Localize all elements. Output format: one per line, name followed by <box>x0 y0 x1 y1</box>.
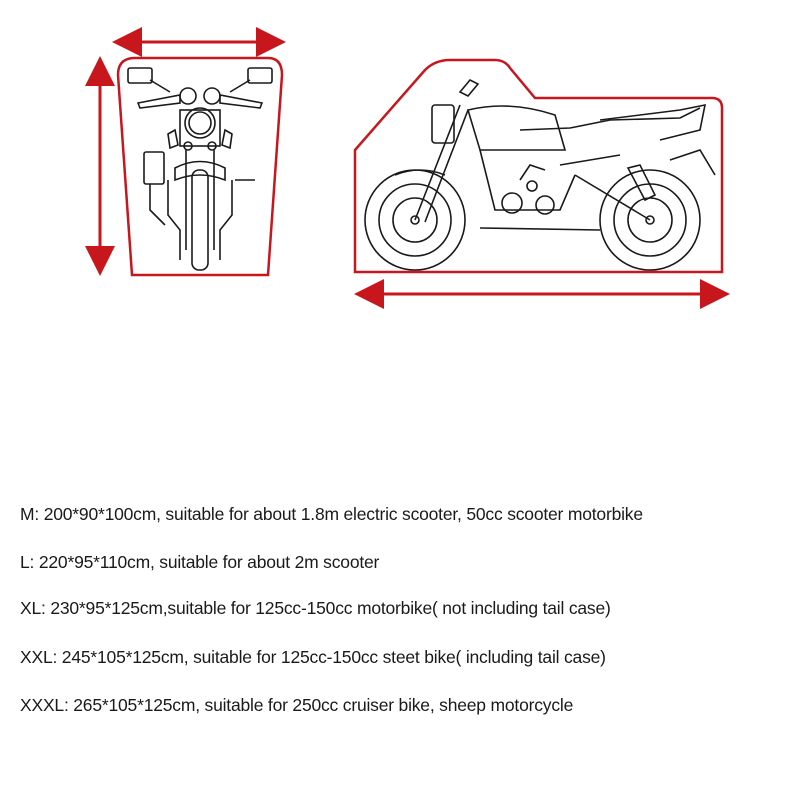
side-motorcycle-icon <box>365 80 715 270</box>
front-cover-outline <box>118 58 282 275</box>
size-xxxl-spec: XXXL: 265*105*125cm, suitable for 250cc cruiser bike, sheep motorcycle <box>20 695 574 715</box>
size-xl-spec: XL: 230*95*125cm,suitable for 125cc-150cc motorbike( not including tail case) <box>20 598 611 618</box>
cover-diagram <box>0 0 800 320</box>
front-motorcycle-icon <box>128 68 272 270</box>
size-m-spec: M: 200*90*100cm, suitable for about 1.8m electric scooter, 50cc scooter motorbike <box>20 504 643 524</box>
side-cover-outline <box>355 60 722 272</box>
motorcycle-cover-illustration <box>0 0 800 320</box>
size-xxl-spec: XXL: 245*105*125cm, suitable for 125cc-150cc steet bike( including tail case) <box>20 647 606 667</box>
size-l-spec: L: 220*95*110cm, suitable for about 2m scooter <box>20 552 380 572</box>
